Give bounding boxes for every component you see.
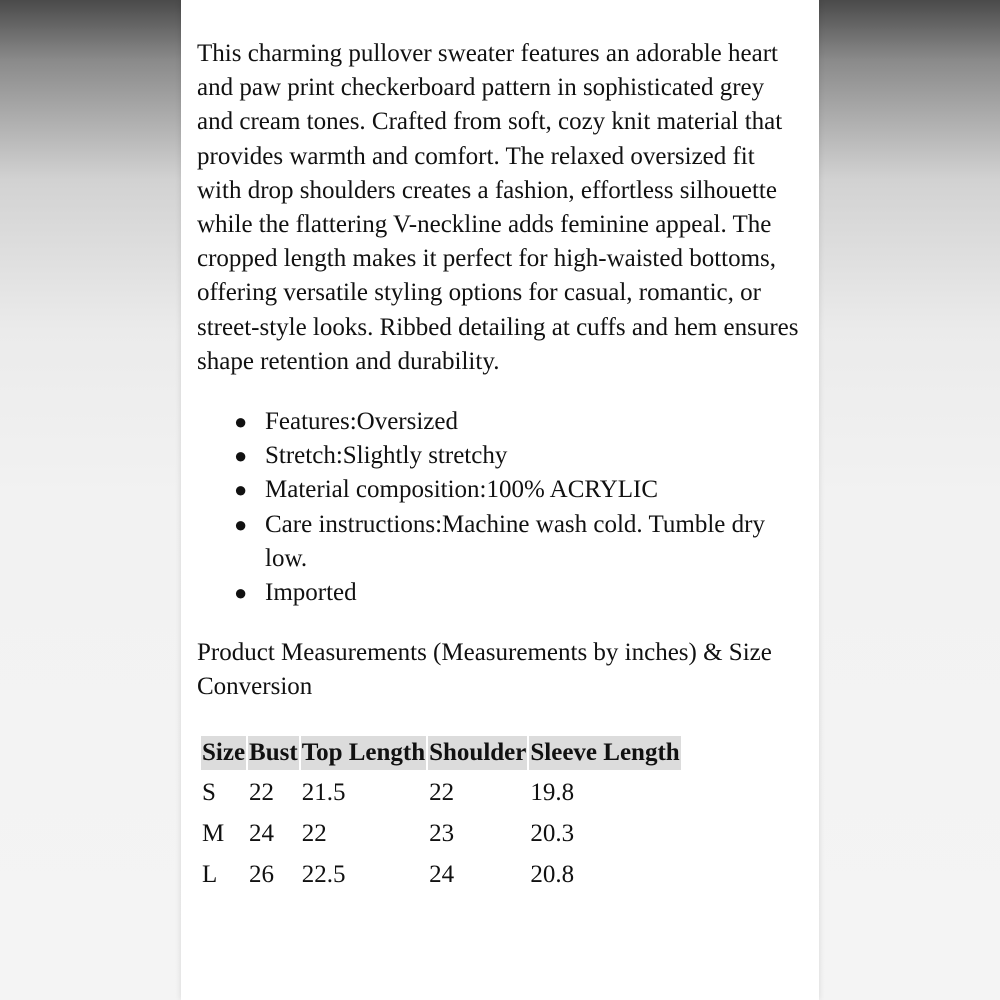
bullet-icon: ●	[234, 511, 248, 537]
product-description: This charming pullover sweater features an adorable heart and paw print checkerboard pattern in sophisticated grey and cream tones. Crafted from soft, cozy knit material that provides warmth and comfort. The relaxed oversized fit with drop shoulders creates a fashion, effortless silhouette while the flattering V-neckline adds feminine appeal. The cropped length makes it perfect for high-waisted bottoms, offering versatile styling options for casual, romantic, or street-style looks. Ribbed detailing at cuffs and hem ensures shape retention and durability.	[197, 40, 799, 375]
cell-shoulder: 23	[429, 819, 455, 847]
cell-shoulder: 24	[429, 860, 455, 888]
cell-sleeve-length: 20.3	[530, 819, 575, 847]
feature-text: Imported	[265, 579, 357, 607]
header-size: Size	[201, 736, 246, 770]
cell-top-length: 21.5	[301, 778, 346, 806]
table-header-row	[201, 736, 681, 770]
cell-size: L	[202, 860, 218, 888]
header-shoulder: Shoulder	[428, 736, 527, 770]
feature-list	[197, 405, 803, 610]
product-details	[197, 37, 803, 895]
cell-top-length: 22	[301, 819, 327, 847]
cell-shoulder: 22	[429, 778, 455, 806]
bullet-icon: ●	[234, 477, 248, 503]
cell-top-length: 22.5	[301, 860, 346, 888]
cell-bust: 22	[249, 778, 275, 806]
size-chart-table	[199, 736, 683, 895]
cell-sleeve-length: 20.8	[530, 860, 575, 888]
feature-text: Material composition:100% ACRYLIC	[265, 476, 659, 504]
product-description-card	[181, 0, 819, 1000]
table-row	[201, 854, 681, 895]
cell-size: M	[202, 819, 225, 847]
bullet-icon: ●	[234, 409, 248, 435]
header-bust: Bust	[248, 736, 299, 770]
cell-bust: 24	[249, 819, 275, 847]
feature-item	[197, 473, 785, 507]
table-row	[201, 770, 681, 813]
feature-item	[197, 439, 785, 473]
cell-bust: 26	[249, 860, 275, 888]
feature-item	[197, 508, 785, 576]
cell-sleeve-length: 19.8	[530, 778, 575, 806]
cell-size: S	[202, 778, 216, 806]
feature-text: Stretch:Slightly stretchy	[265, 442, 508, 470]
header-sleeve-length: Sleeve Length	[529, 736, 680, 770]
bullet-icon: ●	[234, 443, 248, 469]
measurements-title: Product Measurements (Measurements by inches) & Size Conversion	[197, 639, 772, 701]
feature-text: Features:Oversized	[265, 408, 458, 436]
bullet-icon: ●	[234, 580, 248, 606]
header-top-length: Top Length	[301, 736, 426, 770]
table-row	[201, 813, 681, 854]
feature-item	[197, 576, 785, 610]
feature-item	[197, 405, 785, 439]
feature-text: Care instructions:Machine wash cold. Tumble dry low.	[265, 510, 765, 572]
